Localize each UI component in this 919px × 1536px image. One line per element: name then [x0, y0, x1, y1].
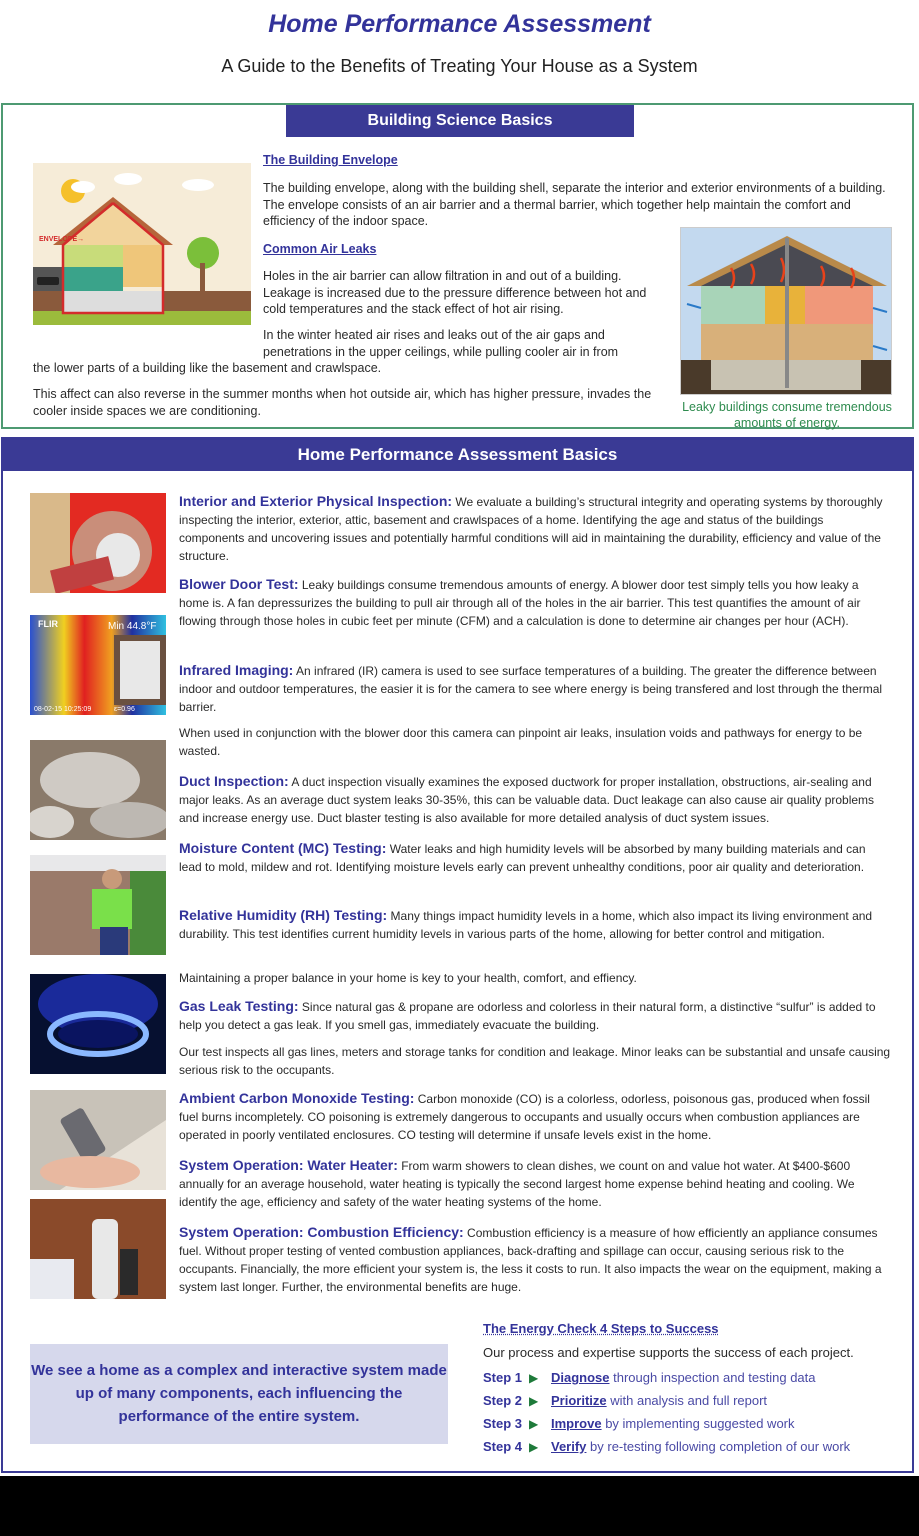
leaky-house-caption: Leaky buildings consume tremendous amounts of energy. — [682, 400, 892, 430]
play-arrow-icon: ▶ — [529, 1440, 539, 1454]
step-2 — [483, 1393, 767, 1408]
item-label: Ambient Carbon Monoxide Testing: — [179, 1090, 415, 1106]
step-number: Step 2 — [483, 1393, 523, 1408]
item-label: System Operation: Water Heater: — [179, 1157, 398, 1173]
system-quote-box: We see a home as a complex and interactive system made up of many components, each influencing the performance of the entire system. — [30, 1344, 448, 1444]
item-text: Our test inspects all gas lines, meters and storage tanks for condition and leakage. Minor leaks can be substantial and unsafe causing serious risk to the occupants. — [179, 1045, 891, 1077]
item-text: Many things impact humidity levels in a home, which also impact its living environment and durability. This test identifies current humidity levels in various parts of the home, allowing for better control and mitigation. — [179, 909, 873, 941]
assessment-item — [179, 575, 891, 630]
leaky-house-illustration — [680, 227, 892, 395]
assessment-item — [179, 1223, 891, 1296]
moisture-testing-photo — [30, 855, 166, 955]
flir-emissivity: ε=0.96 — [114, 706, 135, 713]
steps-intro: Our process and expertise supports the success of each project. — [483, 1345, 854, 1360]
assessment-item — [179, 1089, 891, 1144]
air-leaks-heading: Common Air Leaks — [263, 242, 377, 256]
infrared-camera-photo — [30, 615, 166, 715]
assessment-item — [179, 906, 891, 943]
building-envelope-illustration — [33, 163, 251, 325]
envelope-paragraph: The building envelope, along with the building shell, separate the interior and exterior environments of a building. The envelope consists of an air barrier and a thermal barrier, which together help maintain the comfort and efficiency of the indoor space. — [263, 181, 886, 228]
envelope-heading: The Building Envelope — [263, 153, 398, 167]
play-arrow-icon: ▶ — [529, 1371, 539, 1385]
step-description: with analysis and full report — [606, 1393, 768, 1408]
building-science-section — [1, 103, 914, 429]
assessment-section — [1, 437, 914, 1473]
assessment-item — [179, 1156, 891, 1211]
page-title: Home Performance Assessment — [268, 10, 651, 38]
flir-temperature-reading: Min 44.8°F — [108, 621, 157, 632]
item-text: Carbon monoxide (CO) is a colorless, odorless, poisonous gas, produced when fossil fuel burns incompletely. CO poisoning is extremely dangerous to occupants and usually occurs when combustion appliances are operated in poorly ventilated enclosures. CO testing will determine if unsafe levels exist in the home. — [179, 1092, 870, 1142]
step-3 — [483, 1416, 795, 1431]
step-description: by implementing suggested work — [601, 1416, 795, 1431]
item-text: An infrared (IR) camera is used to see surface temperatures of a building. The greater the difference between indoor and outdoor temperatures, the easier it is for the camera to see where energy is being transfered and lost through the thermal barrier. — [179, 664, 883, 714]
step-keyword: Diagnose — [551, 1370, 610, 1385]
item-label: Gas Leak Testing: — [179, 998, 299, 1014]
item-label: Blower Door Test: — [179, 576, 299, 592]
item-label: Interior and Exterior Physical Inspection: — [179, 493, 453, 509]
air-leaks-paragraph-2-cont: the lower parts of a building like the basement and crawlspace. — [33, 361, 382, 375]
step-number: Step 3 — [483, 1416, 523, 1431]
step-description: by re-testing following completion of our work — [586, 1439, 851, 1454]
steps-title: The Energy Check 4 Steps to Success — [483, 1321, 719, 1336]
assessment-item — [179, 968, 891, 987]
item-text: Combustion efficiency is a measure of how efficiently an appliance consumes fuel. Without proper testing of vented combustion appliances, back-drafting and spillage can occur, causing serious risk to the occupants. Financially, the more efficient your system is, the less it costs to run. It also impacts the wear on the equipment, making a system last longer. Further, the environmental benefits are huge. — [179, 1226, 882, 1294]
co-meter-photo — [30, 1090, 166, 1190]
flir-brand-label: FLIR — [38, 619, 58, 629]
item-label: Moisture Content (MC) Testing: — [179, 840, 387, 856]
flir-timestamp: 08-02-15 10:25:09 — [34, 706, 92, 713]
page-subtitle: A Guide to the Benefits of Treating Your House as a System — [221, 56, 698, 76]
item-text: We evaluate a building’s structural integrity and operating systems by thoroughly inspecting the interior, exterior, attic, basement and crawlspaces of a home. Identifying the age and status of the buildings components and uncovering issues and potentially harmful conditions will aid in maintaining the durability, efficiency and value of the structure. — [179, 495, 883, 563]
step-1 — [483, 1370, 816, 1385]
item-label: Infrared Imaging: — [179, 662, 294, 678]
item-text: Leaky buildings consume tremendous amounts of energy. A blower door test simply tells you how leaky a home is. A fan depressurizes the building to pull air through all of the holes in the air barrier. This test quantifies the amount of air flowing through those holes in cubic feet per minute (CFM) and a calculation is done to determine air changes per hour (ACH). — [179, 578, 861, 628]
section-heading: Home Performance Assessment Basics — [3, 439, 912, 471]
item-text: From warm showers to clean dishes, we count on and value hot water. At $400-$600 annually for an average household, water heating is typically the second largest home expense behind heating and cooling. We identify the age, efficiency and safety of the water heating systems of the home. — [179, 1159, 855, 1209]
step-keyword: Verify — [551, 1439, 587, 1454]
assessment-item — [179, 772, 891, 827]
air-leaks-paragraph-1: Holes in the air barrier can allow filtration in and out of a building. Leakage is increased due to the pressure difference between hot and cold temperatures and the stack effect of hot air rising. — [263, 269, 647, 316]
air-leaks-paragraph-3: This affect can also reverse in the summer months when hot outside air, which has higher pressure, invades the cooler inside spaces we are conditioning. — [33, 387, 652, 418]
item-label: System Operation: Combustion Efficiency: — [179, 1224, 464, 1240]
item-text: Since natural gas & propane are odorless and colorless in their natural form, a distinctive “sulfur” is added to help you detect a gas leak. If you smell gas, immediately evacuate the building. — [179, 1000, 876, 1032]
step-keyword: Improve — [551, 1416, 602, 1431]
assessment-item — [179, 997, 891, 1034]
assessment-item — [179, 1042, 891, 1079]
assessment-item — [179, 839, 891, 876]
bottom-black-bar — [0, 1476, 919, 1536]
item-text: When used in conjunction with the blower door this camera can pinpoint air leaks, insulation voids and pathways for energy to be wasted. — [179, 726, 863, 758]
blower-door-photo — [30, 493, 166, 593]
assessment-item — [179, 723, 891, 760]
air-leaks-paragraph-2: In the winter heated air rises and leaks out of the air gaps and penetrations in the upper ceilings, while pulling cooler air in from — [263, 328, 619, 359]
duct-inspection-photo — [30, 740, 166, 840]
step-number: Step 1 — [483, 1370, 523, 1385]
step-number: Step 4 — [483, 1439, 523, 1454]
assessment-item — [179, 492, 891, 565]
section-heading: Building Science Basics — [286, 105, 634, 137]
step-description: through inspection and testing data — [609, 1370, 816, 1385]
item-text: Maintaining a proper balance in your home is key to your health, comfort, and effiency. — [179, 971, 637, 985]
water-heater-photo — [30, 1199, 166, 1299]
svg-text:ENVELOPE→: ENVELOPE→ — [39, 236, 85, 243]
play-arrow-icon: ▶ — [529, 1394, 539, 1408]
step-keyword: Prioritize — [551, 1393, 607, 1408]
item-text: A duct inspection visually examines the exposed ductwork for proper installation, obstructions, air-sealing and major leaks. As an average duct system leaks 30-35%, this can be valuable data. Duct leakage can also cause air quality problems and increase energy use. Duct blaster testing is also available for more detailed analysis of duct system issues. — [179, 775, 875, 825]
play-arrow-icon: ▶ — [529, 1417, 539, 1431]
gas-flame-photo — [30, 974, 166, 1074]
item-text: Water leaks and high humidity levels will be absorbed by many building materials and can lead to mold, mildew and rot. Identifying moisture levels early can prevent unhealthy conditions, poor air quality and deterioration. — [179, 842, 866, 874]
step-4 — [483, 1439, 850, 1454]
assessment-item — [179, 661, 891, 716]
item-label: Duct Inspection: — [179, 773, 289, 789]
item-label: Relative Humidity (RH) Testing: — [179, 907, 388, 923]
